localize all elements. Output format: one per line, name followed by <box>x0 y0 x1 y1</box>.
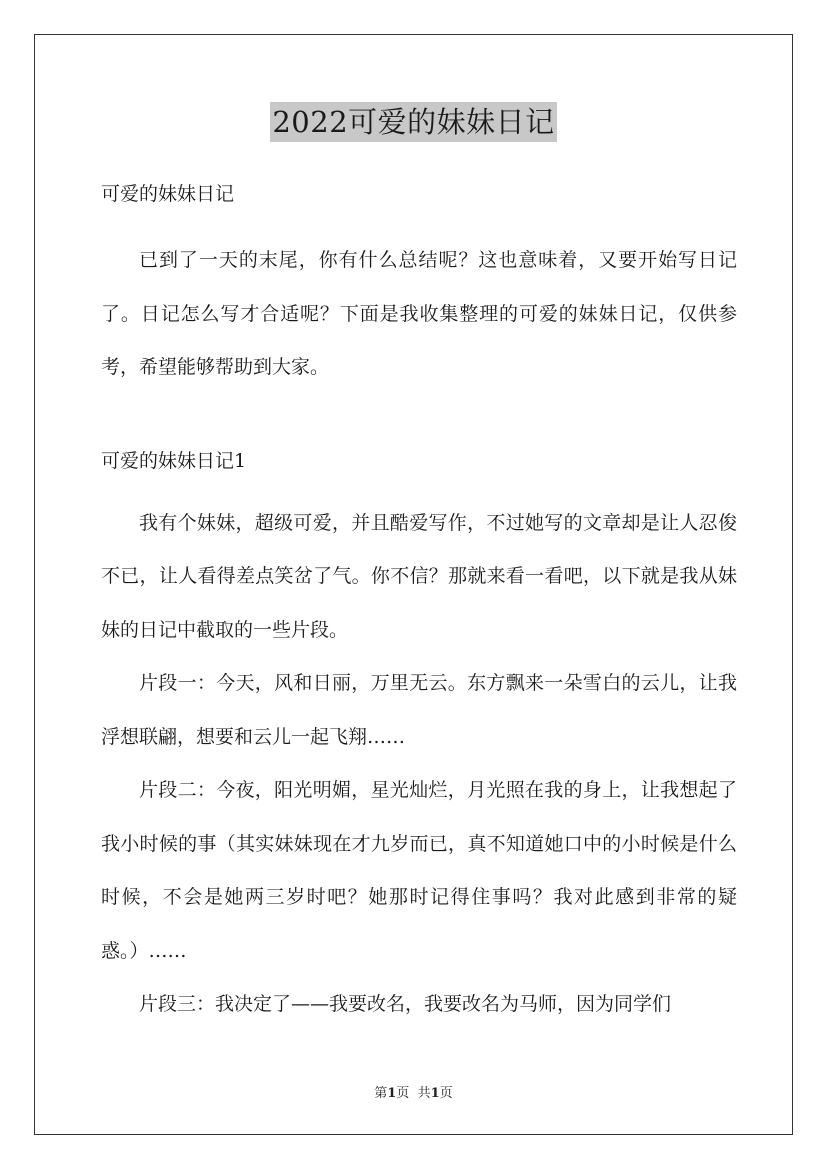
document-body <box>101 172 737 1032</box>
section-heading: 可爱的妹妹日记1 <box>101 449 247 472</box>
page-suffix: 页 <box>396 1086 410 1101</box>
subheading: 可爱的妹妹日记 <box>101 183 235 205</box>
title-container <box>0 102 827 142</box>
total-prefix: 共 <box>417 1086 431 1101</box>
body-paragraph: 片段三：我决定了——我要改名，我要改名为马师，因为同学们 <box>139 993 672 1015</box>
body-paragraph: 片段二：今夜，阳光明媚，星光灿烂，月光照在我的身上，让我想起了我小时候的事（其实妹妹现在才九岁而已，真不知道她口中的小时候是什么时候，不会是她两三岁时吧？她那时记得住事吗？我对此感到非常的疑惑。）…… <box>101 779 737 962</box>
intro-paragraph: 已到了一天的末尾，你有什么总结呢？这也意味着，又要开始写日记了。日记怎么写才合适呢？下面是我收集整理的可爱的妹妹日记，仅供参考，希望能够帮助到大家。 <box>101 249 737 378</box>
section-spacer <box>101 395 737 439</box>
page-number: 1 <box>387 1086 397 1101</box>
page-prefix: 第 <box>374 1086 388 1101</box>
page-footer <box>0 1082 827 1101</box>
body-paragraph: 我有个妹妹，超级可爱，并且酷爱写作，不过她写的文章却是让人忍俊不已，让人看得差点笑岔了气。你不信？那就来看一看吧，以下就是我从妹妹的日记中截取的一些片段。 <box>101 511 737 641</box>
body-paragraph: 片段一：今天，风和日丽，万里无云。东方飘来一朵雪白的云儿，让我浮想联翩，想要和云儿一起飞翔…… <box>101 672 737 748</box>
total-pages: 1 <box>430 1086 440 1101</box>
total-suffix: 页 <box>439 1086 453 1101</box>
document-title: 2022可爱的妹妹日记 <box>270 102 556 142</box>
